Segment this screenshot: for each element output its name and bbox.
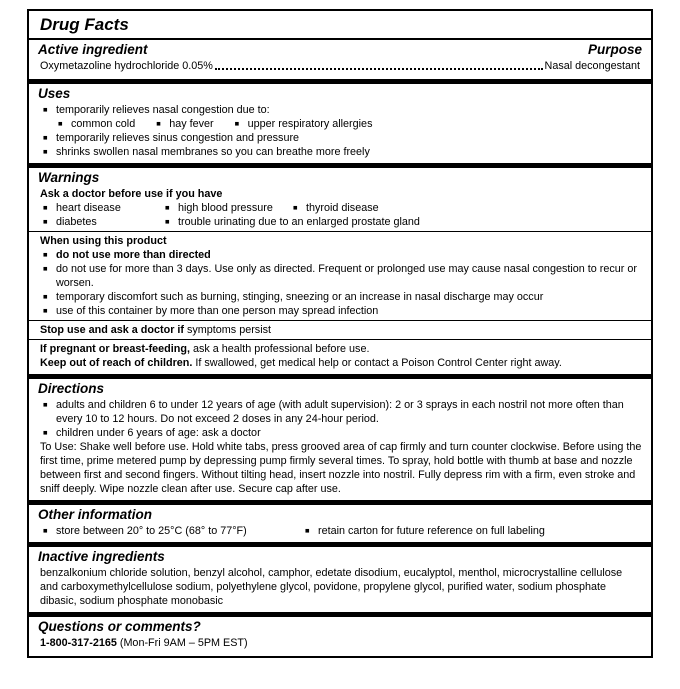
bullet-icon: ■ [43, 526, 48, 535]
list-item-text: do not use more than directed [56, 249, 211, 261]
list-item-text: high blood pressure [178, 202, 273, 214]
list-item [38, 398, 642, 426]
bullet-icon: ■ [165, 217, 170, 226]
list-item-text: adults and children 6 to under 12 years of age (with adult supervision): 2 or 3 sprays in each nostril not more often than every 10 to 12 hours. Do not exceed 2 doses in any 24-hour period. [56, 399, 624, 425]
list-item-text: trouble urinating due to an enlarged prostate gland [178, 216, 420, 228]
phone-number: 1-800-317-2165 [40, 637, 117, 649]
inactive-ingredients-heading: Inactive ingredients [38, 549, 165, 564]
ask-doctor-subheading: Ask a doctor before use if you have [40, 188, 223, 200]
uses-heading: Uses [38, 86, 71, 101]
list-item-text: store between 20° to 25°C (68° to 77°F) [56, 525, 247, 537]
bullet-icon: ■ [43, 264, 48, 273]
list-item [165, 201, 293, 215]
list-item-text: temporarily relieves nasal congestion due to: [56, 104, 270, 116]
bullet-icon: ■ [43, 292, 48, 301]
bullet-icon: ■ [43, 400, 48, 409]
page-title: Drug Facts [40, 15, 129, 34]
list-item-text: upper respiratory allergies [247, 118, 373, 130]
drug-facts-panel [27, 9, 653, 658]
list-item-text: children under 6 years of age: ask a doctor [56, 427, 261, 439]
list-item [38, 304, 642, 318]
other-information-heading: Other information [38, 507, 152, 522]
active-ingredient-purpose: Nasal decongestant [544, 60, 640, 72]
list-item-text: common cold [71, 118, 136, 130]
subsection-divider [29, 339, 651, 340]
list-item [38, 426, 642, 440]
bullet-icon: ■ [156, 119, 161, 128]
list-item-text: thyroid disease [306, 202, 379, 214]
bullet-icon: ■ [234, 119, 240, 128]
list-item-text: diabetes [56, 216, 97, 228]
list-item [43, 201, 165, 215]
stop-use-line [38, 323, 642, 337]
when-using-subheading: When using this product [40, 235, 167, 247]
list-item [53, 117, 135, 131]
bullet-icon: ■ [43, 133, 48, 142]
section-inactive-ingredients [38, 547, 642, 612]
list-item-text: temporarily relieves sinus congestion and pressure [56, 132, 300, 144]
list-item-text: hay fever [169, 118, 214, 130]
list-item [38, 145, 642, 159]
list-item-text: temporary discomfort such as burning, stinging, sneezing or an increase in nasal discharge may occur [56, 291, 544, 303]
keep-away-rest-text: If swallowed, get medical help or contact a Poison Control Center right away. [192, 357, 562, 369]
list-item [38, 262, 642, 290]
pregnancy-line [38, 342, 642, 356]
list-item [38, 103, 642, 117]
active-ingredient-heading: Active ingredient [38, 42, 148, 57]
list-item [293, 201, 379, 215]
subsection-divider [29, 231, 651, 232]
condition-row [38, 215, 642, 229]
subsection-divider [29, 320, 651, 321]
bullet-icon: ■ [58, 119, 63, 128]
uses-sub-list [38, 117, 642, 131]
list-item-text: retain carton for future reference on full labeling [318, 525, 545, 537]
phone-hours: (Mon-Fri 9AM – 5PM EST) [116, 637, 248, 649]
bullet-icon: ■ [43, 105, 48, 114]
section-questions [38, 617, 642, 656]
keep-away-line [38, 356, 642, 370]
pregnancy-bold-text: If pregnant or breast-feeding, [40, 343, 190, 355]
bullet-icon: ■ [43, 428, 48, 437]
stop-use-bold-text: Stop use and ask a doctor if [40, 324, 184, 336]
phone-line [38, 636, 642, 652]
list-item-text: heart disease [56, 202, 121, 214]
bullet-icon: ■ [305, 526, 310, 535]
active-ingredient-heading-row [38, 41, 642, 59]
list-item-text: shrinks swollen nasal membranes so you can breathe more freely [56, 146, 370, 158]
list-item-text: use of this container by more than one person may spread infection [56, 305, 379, 317]
list-item [151, 117, 213, 131]
bullet-icon: ■ [43, 250, 48, 259]
list-item [43, 524, 305, 538]
section-other-information [38, 505, 642, 542]
active-ingredient-row [38, 59, 642, 75]
list-item [43, 215, 165, 229]
list-item [38, 290, 642, 304]
keep-away-bold-text: Keep out of reach of children. [40, 357, 193, 369]
purpose-heading: Purpose [587, 42, 642, 57]
active-ingredient-name: Oxymetazoline hydrochloride 0.05% [40, 60, 213, 72]
bullet-icon: ■ [43, 203, 48, 212]
directions-usage-paragraph: To Use: Shake well before use. Hold white tabs, press grooved area of cap firmly and turn counter clockwise. Before using the first time, prime metered pump by depressing pump firmly several times. To spray, hold bottle with thumb at base and nozzle between first and second fingers. Without tilting head, insert nozzle into nostril. Fully depress rim with a firm, even stroke and sniff deeply. Wipe nozzle clean after use. Secure cap after use. [40, 441, 642, 495]
other-information-row [38, 524, 642, 538]
inactive-ingredients-text: benzalkonium chloride solution, benzyl alcohol, camphor, edetate disodium, eucalyptol, menthol, microcrystalline cellulose and carboxymethylcellulose sodium, polyethylene glycol, povidone, propylene glycol, purified water, sodium phosphate dibasic, sodium phosphate monobasic [40, 567, 623, 607]
condition-row [38, 201, 642, 215]
list-item-text: do not use for more than 3 days. Use only as directed. Frequent or prolonged use may cause nasal congestion to recur or worsen. [56, 263, 637, 289]
dotted-leader [215, 68, 543, 70]
pregnancy-rest-text: ask a health professional before use. [189, 343, 370, 355]
list-item [38, 131, 642, 145]
bullet-icon: ■ [43, 147, 48, 156]
directions-heading: Directions [38, 381, 105, 396]
list-item [230, 117, 373, 131]
list-item [38, 248, 642, 262]
section-uses [38, 84, 642, 163]
bullet-icon: ■ [43, 217, 48, 226]
list-item [165, 215, 420, 229]
bullet-icon: ■ [165, 203, 170, 212]
bullet-icon: ■ [293, 203, 298, 212]
stop-use-rest-text: symptoms persist [184, 324, 271, 336]
list-item [305, 524, 545, 538]
section-directions [38, 379, 642, 500]
questions-heading: Questions or comments? [38, 619, 201, 634]
section-warnings [38, 168, 642, 374]
bullet-icon: ■ [43, 306, 48, 315]
warnings-heading: Warnings [38, 170, 100, 185]
section-active-ingredient [38, 40, 642, 79]
